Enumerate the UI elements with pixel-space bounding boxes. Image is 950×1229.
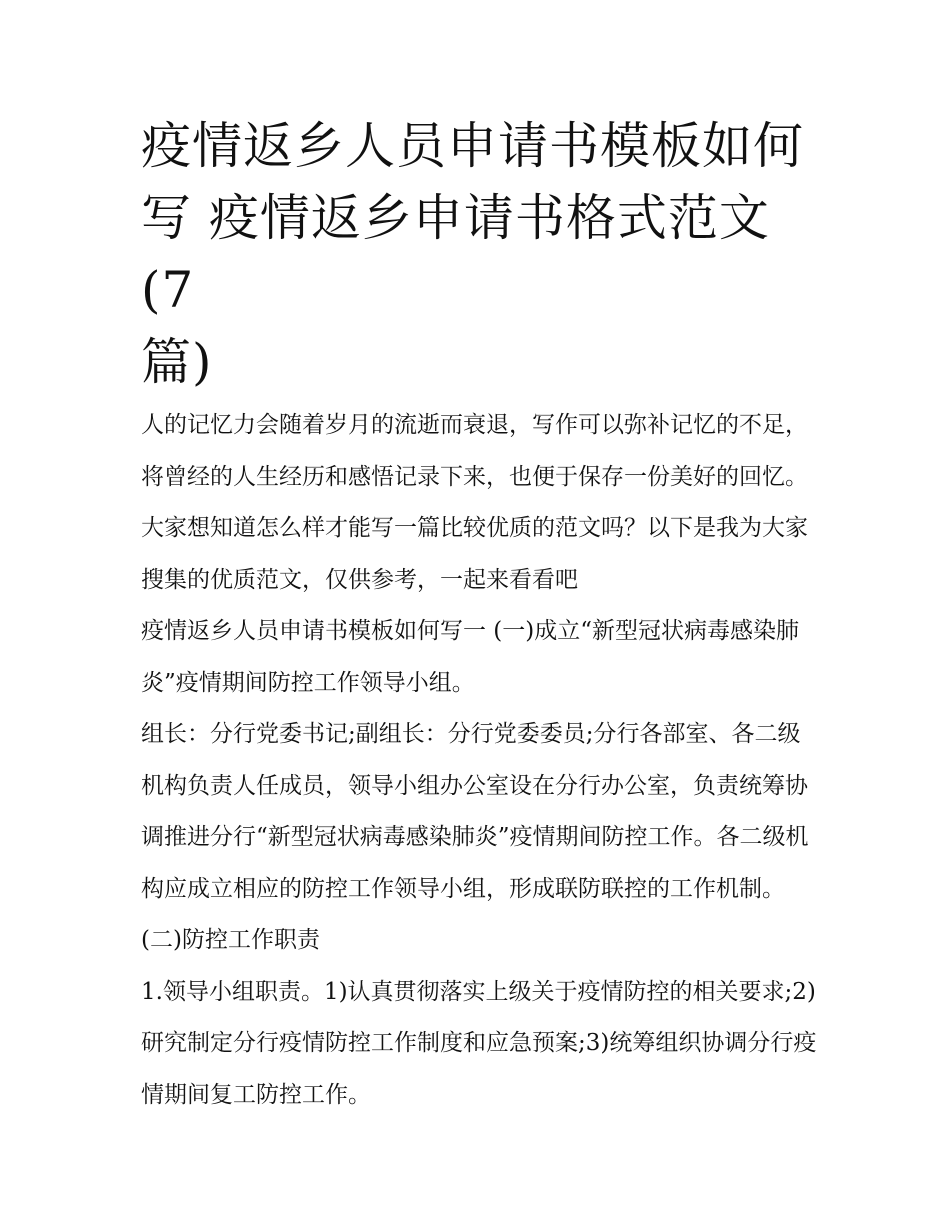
title-line-2: 写 疫情返乡申请书格式范文(7 <box>141 189 770 319</box>
document-body <box>141 400 817 1121</box>
paragraph-leadership: 组长：分行党委书记;副组长：分行党委委员;分行各部室、各二级机构负责人任成员，领导小组办公室设在分行办公室，负责统筹协调推进分行“新型冠状病毒感染肺炎”疫情期间防控工作。各二级机构应成立相应的防控工作领导小组，形成联防联控的工作机制。 <box>141 721 809 902</box>
paragraph-section-one: 疫情返乡人员申请书模板如何写一 (一)成立“新型冠状病毒感染肺炎”疫情期间防控工作领导小组。 <box>141 618 800 696</box>
document-content <box>141 110 817 1121</box>
paragraph-section-two: (二)防控工作职责 <box>141 927 320 953</box>
title-line-1: 疫情返乡人员申请书模板如何 <box>141 117 804 175</box>
title-line-3: 篇) <box>141 333 213 391</box>
paragraph-intro: 人的记忆力会随着岁月的流逝而衰退，写作可以弥补记忆的不足，将曾经的人生经历和感悟记录下来，也便于保存一份美好的回忆。大家想知道怎么样才能写一篇比较优质的范文吗？以下是我为大家搜集的优质范文，仅供参考，一起来看看吧 <box>141 412 808 593</box>
paragraph-duties: 1.领导小组职责。1)认真贯彻落实上级关于疫情防控的相关要求;2)研究制定分行疫情防控工作制度和应急预案;3)统筹组织协调分行疫情期间复工防控工作。 <box>141 978 817 1108</box>
document-title <box>141 110 817 398</box>
